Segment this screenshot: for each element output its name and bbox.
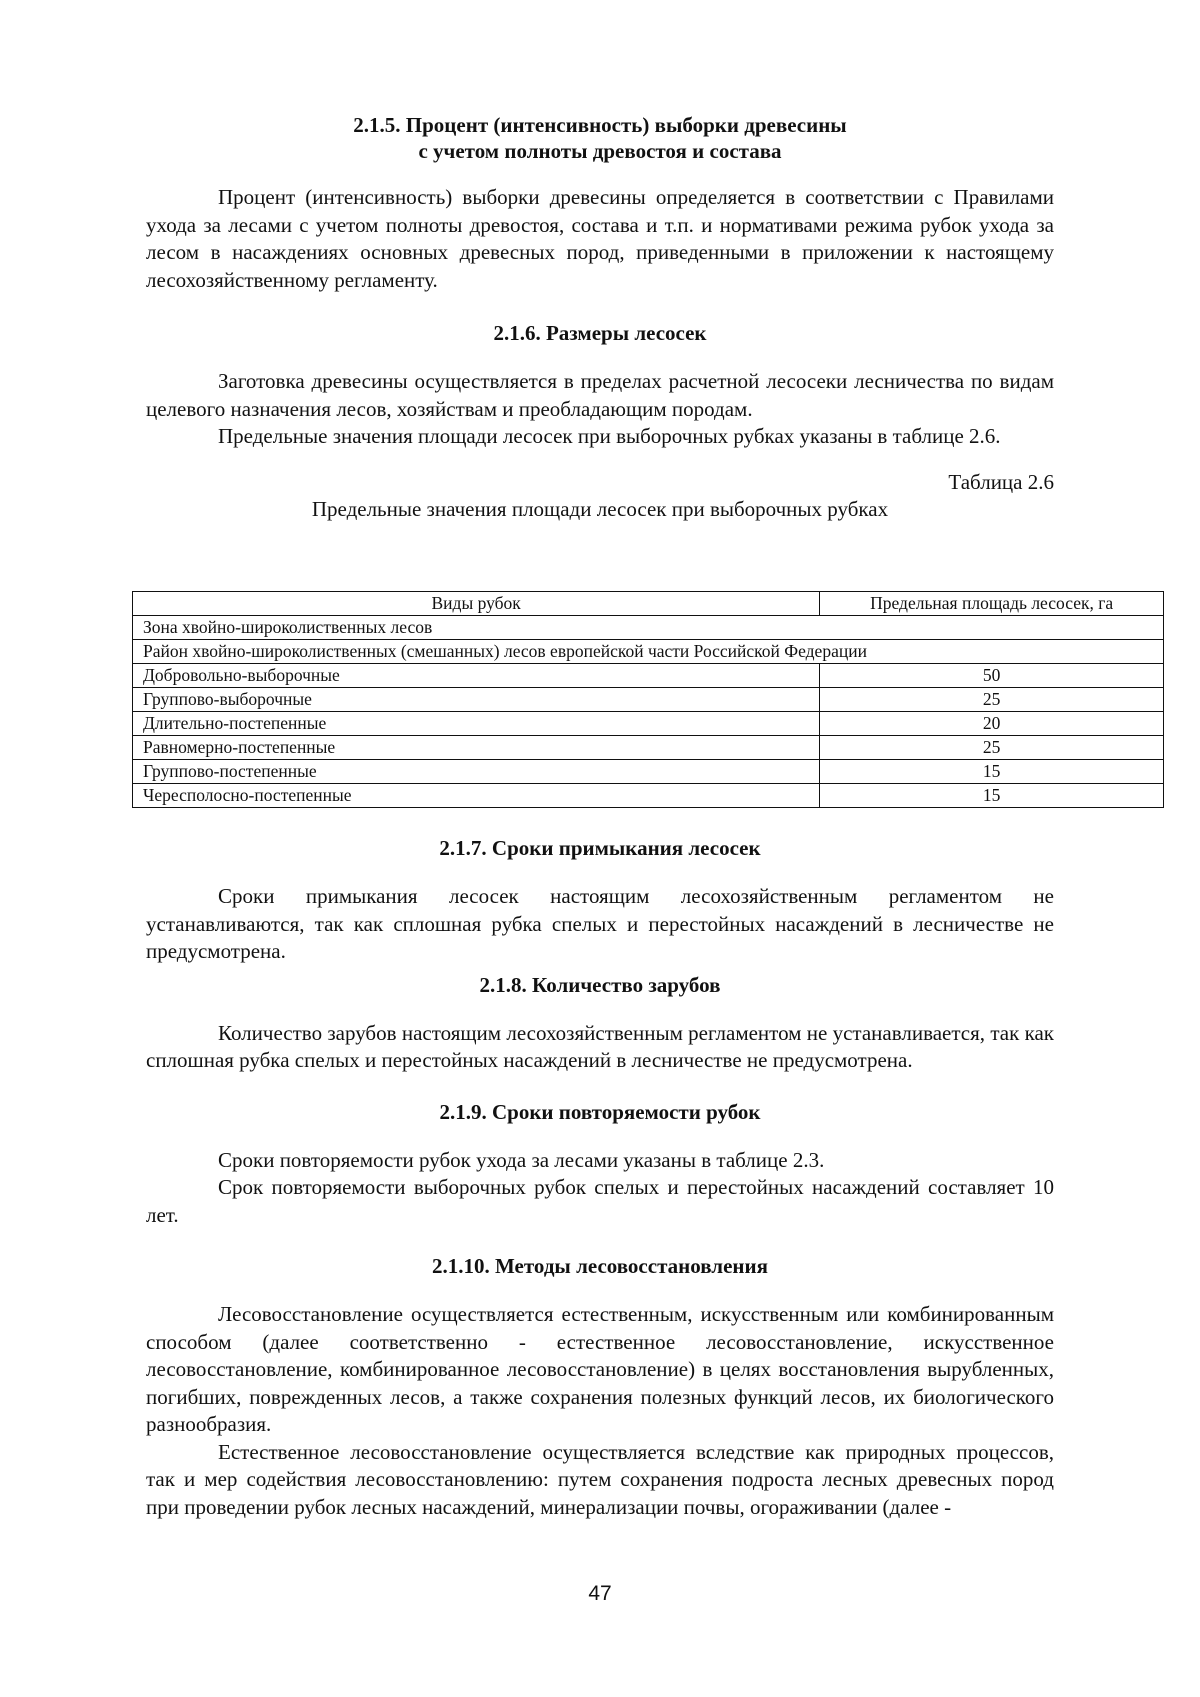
section-2110-title: 2.1.10. Методы лесовосстановления <box>432 1254 768 1278</box>
page-content-lower <box>146 835 1054 1521</box>
table-row-value: 25 <box>820 688 1164 712</box>
section-2110-paragraph-2: Естественное лесовосстановление осуществляется вследствие как природных процессов, так и мер содействия лесовосстановлению: путем сохранения подроста лесных древесных пород при проведении рубок лесных насаждений, минерализации почвы, огораживании (далее - <box>146 1439 1054 1519</box>
section-217-paragraph: Сроки примыкания лесосек настоящим лесохозяйственным регламентом не устанавливаются, так как сплошная рубка спелых и перестойных насаждений в лесничестве не предусмотрена. <box>146 884 1054 963</box>
table-row <box>133 760 1164 784</box>
table-region-row <box>133 640 1164 664</box>
section-215-title-line1: 2.1.5. Процент (интенсивность) выборки древесины <box>353 113 847 137</box>
section-218-paragraph: Количество зарубов настоящим лесохозяйственным регламентом не устанавливается, так как сплошная рубка спелых и перестойных насаждений в лесничестве не предусмотрена. <box>146 1020 1054 1072</box>
section-2110-paragraph-1: Лесовосстановление осуществляется естественным, искусственным или комбинированным способом (далее соответственно - естественное лесовосстановление, искусственное лесовосстановление, комбинированное лесовосстановление) в целях восстановления вырубленных, погибших, поврежденных лесов, а также сохранения полезных функций лесов, их биологического разнообразия. <box>146 1302 1054 1436</box>
table-row-name: Равномерно-постепенные <box>133 736 820 760</box>
table-row-name: Группово-выборочные <box>133 688 820 712</box>
table-caption: Предельные значения площади лесосек при выборочных рубках <box>311 496 889 521</box>
table-row-value: 50 <box>820 664 1164 688</box>
section-216-title: 2.1.6. Размеры лесосек <box>493 321 707 345</box>
table-row-value: 20 <box>820 712 1164 736</box>
section-215-title-line2: с учетом полноты древостоя и состава <box>418 139 782 163</box>
table-row <box>133 664 1164 688</box>
section-216-paragraph-1: Заготовка древесины осуществляется в пределах расчетной лесосеки лесничества по видам целевого назначения лесов, хозяйствам и преобладающим породам. <box>146 369 1054 421</box>
table-row-value: 25 <box>820 736 1164 760</box>
section-218-title: 2.1.8. Количество зарубов <box>479 972 721 997</box>
table-row <box>133 712 1164 736</box>
table-row-name: Чересполосно-постепенные <box>133 784 820 808</box>
table-row <box>133 784 1164 808</box>
page-content <box>146 112 1054 523</box>
table-row-value: 15 <box>820 760 1164 784</box>
table-row-name: Добровольно-выборочные <box>133 664 820 688</box>
section-219-paragraph-2: Срок повторяемости выборочных рубок спелых и перестойных насаждений составляет 10 лет. <box>146 1175 1054 1227</box>
section-216-paragraph-2: Предельные значения площади лесосек при выборочных рубках указаны в таблице 2.6. <box>218 424 1001 448</box>
table-header-types: Виды рубок <box>133 592 820 616</box>
section-215-paragraph: Процент (интенсивность) выборки древесины определяется в соответствии с Правилами ухода за лесами с учетом полноты древостоя, состава и т.п. и нормативами режима рубок ухода за лесом в насаждениях основных древесных пород, приведенными в приложении к настоящему лесохозяйственному регламенту. <box>146 185 1054 292</box>
table-zone-row <box>133 616 1164 640</box>
page-number: 47 <box>588 1582 612 1605</box>
section-219-paragraph-1: Сроки повторяемости рубок ухода за лесами указаны в таблице 2.3. <box>218 1147 825 1172</box>
table-row <box>133 736 1164 760</box>
table-row-name: Группово-постепенные <box>133 760 820 784</box>
table-header-area: Предельная площадь лесосек, га <box>820 592 1164 616</box>
table-row-name: Длительно-постепенные <box>133 712 820 736</box>
section-217-title: 2.1.7. Сроки примыкания лесосек <box>439 836 761 860</box>
table-header-row <box>133 592 1164 616</box>
section-219-title: 2.1.9. Сроки повторяемости рубок <box>439 1099 761 1124</box>
table-region-cell: Район хвойно-широколиственных (смешанных) лесов европейской части Российской Федерации <box>133 640 1164 664</box>
table-label: Таблица 2.6 <box>948 469 1054 494</box>
table-zone-cell: Зона хвойно-широколиственных лесов <box>133 616 1164 640</box>
table-row-value: 15 <box>820 784 1164 808</box>
table-row <box>133 688 1164 712</box>
table-cutting-areas <box>132 591 1164 808</box>
